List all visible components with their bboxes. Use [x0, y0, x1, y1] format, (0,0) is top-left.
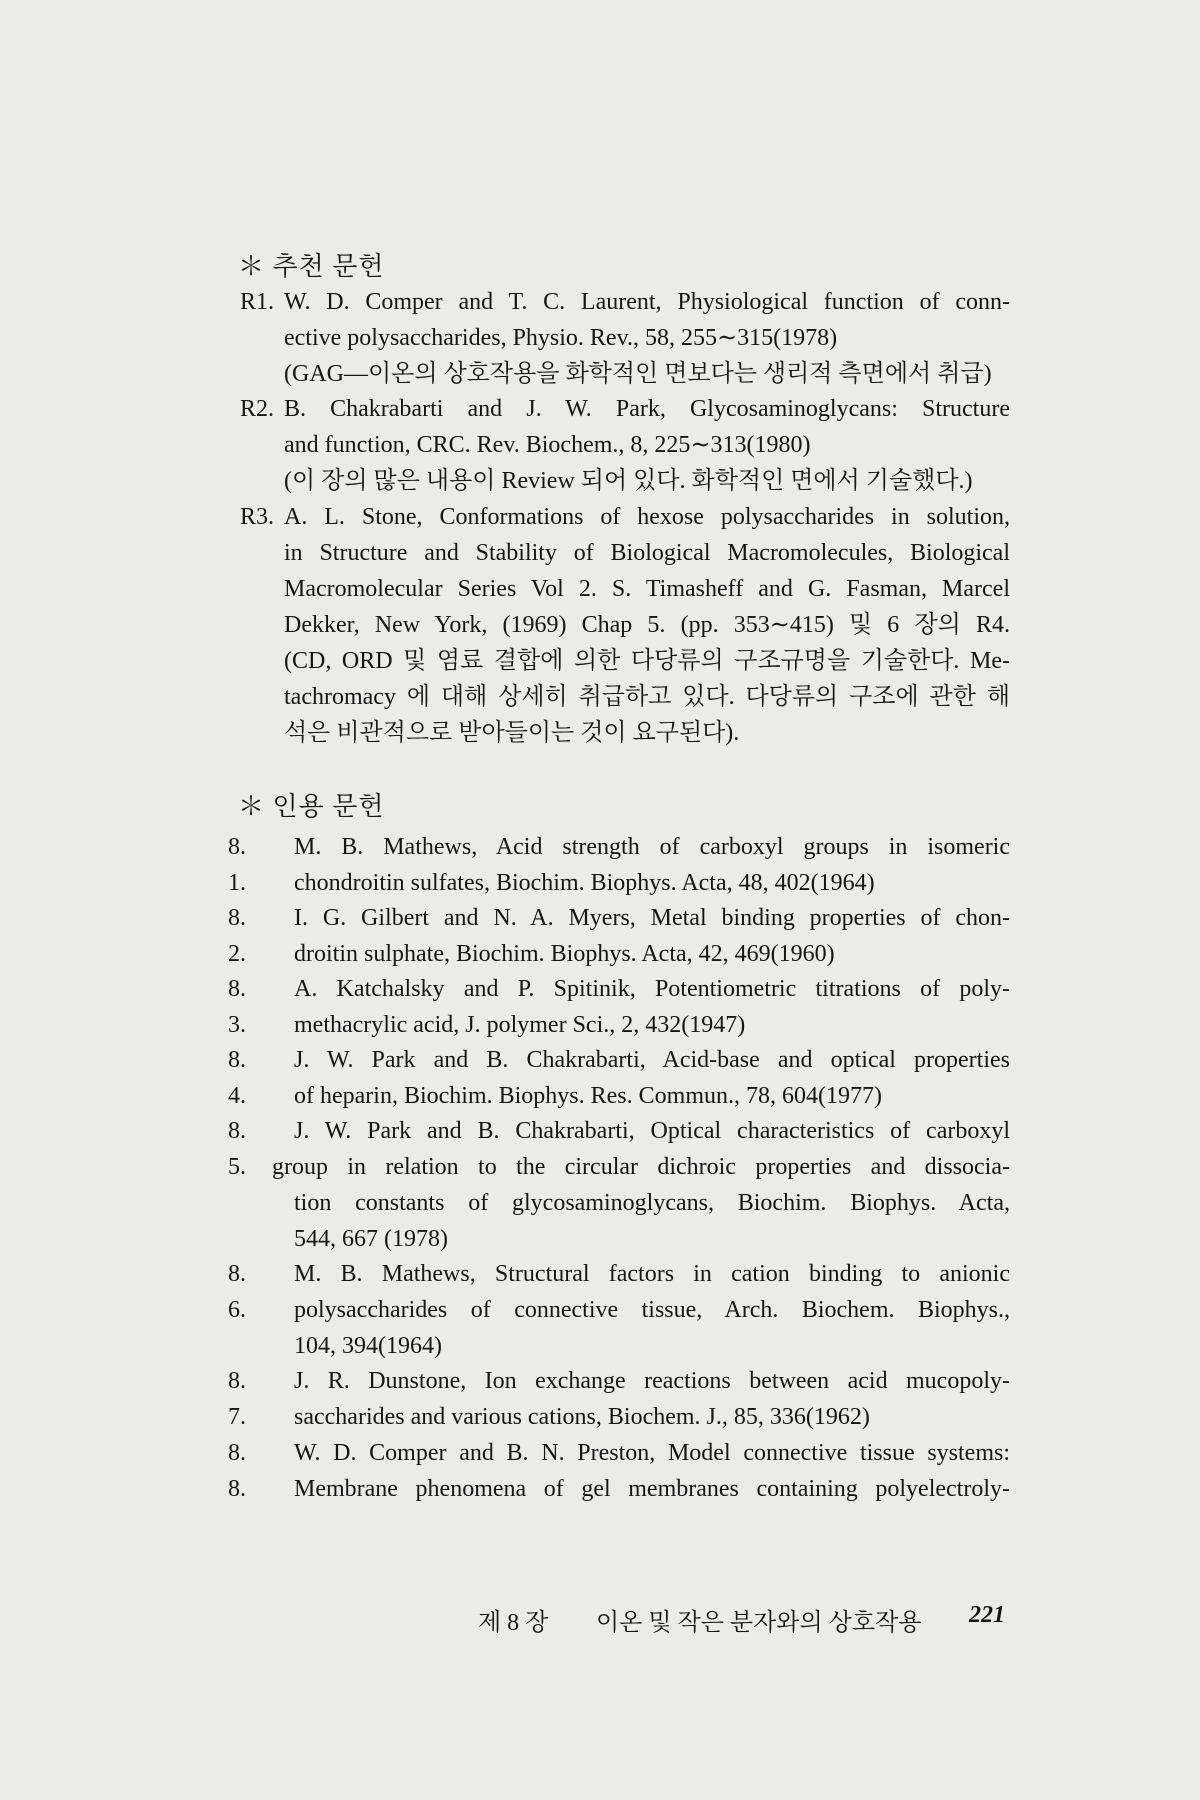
- ref-line: polysaccharides of connective tissue, Arch. Biochem. Biophys.,: [294, 1297, 1010, 1323]
- ref-label: 8. 4.: [228, 1047, 246, 1109]
- footer-chapter-title: 이온 및 작은 분자와의 상호작용: [595, 1610, 922, 1636]
- page-footer: [478, 1602, 1005, 1637]
- ref-line: group in relation to the circular dichroic properties and dissocia-: [272, 1154, 1010, 1180]
- ref-label: 8. 1.: [228, 834, 246, 896]
- ref-line: 104, 394(1964): [294, 1333, 442, 1359]
- ref-line: in Structure and Stability of Biological Macromolecules, Biological: [284, 540, 1010, 566]
- ref-line: J. R. Dunstone, Ion exchange reactions between acid mucopoly-: [294, 1368, 1010, 1394]
- ref-line: M. B. Mathews, Acid strength of carboxyl groups in isomeric: [294, 834, 1010, 860]
- ref-line: M. B. Mathews, Structural factors in cation binding to anionic: [294, 1261, 1010, 1287]
- ref-line: saccharides and various cations, Biochem. J., 85, 336(1962): [294, 1404, 870, 1430]
- ref-line: Macromolecular Series Vol 2. S. Timasheff and G. Fasman, Marcel: [284, 576, 1010, 602]
- ref-line: and function, CRC. Rev. Biochem., 8, 225∼313(1980): [284, 432, 811, 458]
- ref-label: 8. 5.: [228, 1118, 246, 1180]
- ref-line: J. W. Park and B. Chakrabarti, Optical characteristics of carboxyl: [294, 1118, 1010, 1144]
- ref-label: 8. 7.: [228, 1368, 246, 1430]
- ref-line: 544, 667 (1978): [294, 1226, 448, 1252]
- ref-line: Dekker, New York, (1969) Chap 5. (pp. 353∼415) 및 6 장의 R4.: [284, 612, 1010, 638]
- ref-line: J. W. Park and B. Chakrabarti, Acid-base and optical properties: [294, 1047, 1010, 1073]
- ref-line: 석은 비관적으로 받아들이는 것이 요구된다).: [284, 720, 740, 746]
- footer-chapter: 제 8 장: [478, 1610, 549, 1636]
- ref-line: A. Katchalsky and P. Spitinik, Potentiometric titrations of poly-: [294, 976, 1010, 1002]
- ref-line: W. D. Comper and B. N. Preston, Model connective tissue systems:: [294, 1440, 1010, 1466]
- ref-line: ective polysaccharides, Physio. Rev., 58, 255∼315(1978): [284, 325, 838, 351]
- ref-label: 8. 3.: [228, 976, 246, 1038]
- cited-heading: ＊ 인용 문헌: [238, 792, 385, 821]
- ref-label: R2.: [240, 396, 275, 422]
- ref-line: tion constants of glycosaminoglycans, Biochim. Biophys. Acta,: [294, 1190, 1010, 1216]
- ref-line: A. L. Stone, Conformations of hexose polysaccharides in solution,: [284, 504, 1010, 530]
- page-number: 221: [969, 1602, 1005, 1628]
- ref-line: tachromacy 에 대해 상세히 취급하고 있다. 다당류의 구조에 관한 해: [284, 684, 1010, 710]
- ref-line: droitin sulphate, Biochim. Biophys. Acta, 42, 469(1960): [294, 941, 835, 967]
- ref-line: methacrylic acid, J. polymer Sci., 2, 432(1947): [294, 1012, 746, 1038]
- recommended-heading: ＊ 추천 문헌: [238, 252, 385, 281]
- ref-line: W. D. Comper and T. C. Laurent, Physiological function of conn-: [284, 289, 1010, 315]
- ref-label: 8. 8.: [228, 1440, 246, 1502]
- ref-label: 8. 2.: [228, 905, 246, 967]
- ref-line: (이 장의 많은 내용이 Review 되어 있다. 화학적인 면에서 기술했다.): [284, 468, 973, 494]
- ref-line: chondroitin sulfates, Biochim. Biophys. Acta, 48, 402(1964): [294, 870, 875, 896]
- ref-line: (CD, ORD 및 염료 결합에 의한 다당류의 구조규명을 기술한다. Me-: [284, 648, 1010, 674]
- ref-label: R3.: [240, 504, 275, 530]
- ref-line: B. Chakrabarti and J. W. Park, Glycosaminoglycans: Structure: [284, 396, 1010, 422]
- ref-label: R1.: [240, 289, 275, 315]
- ref-label: 8. 6.: [228, 1261, 246, 1323]
- ref-line: of heparin, Biochim. Biophys. Res. Commun., 78, 604(1977): [294, 1083, 882, 1109]
- ref-line: Membrane phenomena of gel membranes containing polyelectroly-: [294, 1476, 1010, 1502]
- ref-line: (GAG—이온의 상호작용을 화학적인 면보다는 생리적 측면에서 취급): [284, 361, 992, 387]
- ref-line: I. G. Gilbert and N. A. Myers, Metal binding properties of chon-: [294, 905, 1010, 931]
